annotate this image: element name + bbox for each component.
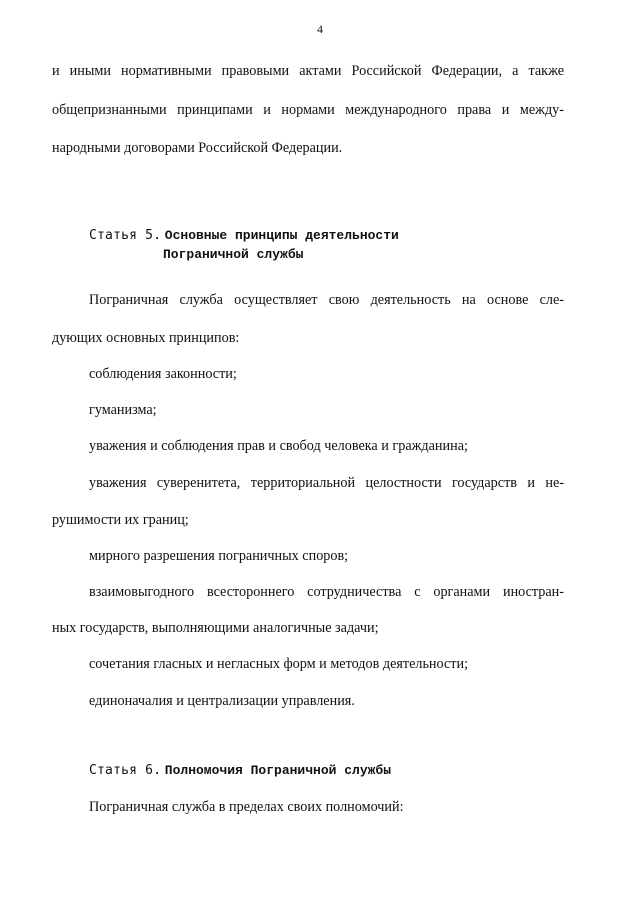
principle-item: сочетания гласных и негласных форм и методов деятельности; (89, 656, 469, 672)
intro-line-2: общепризнанными принципами и нормами международного права и между- (52, 102, 564, 118)
article-5-title-line-1: Основные принципы деятельности (164, 228, 399, 243)
article-6-prefix: Статья 6. (89, 763, 162, 778)
page-number: 4 (317, 22, 323, 36)
article-5-title-line-2: Пограничной службы (163, 247, 304, 262)
article-6-title: Полномочия Пограничной службы (164, 763, 392, 778)
principle-item: соблюдения законности; (89, 366, 237, 382)
principle-item: уважения суверенитета, территориальной целостности государств и не- (89, 475, 564, 491)
principle-item: уважения и соблюдения прав и свобод человека и гражданина; (89, 438, 468, 454)
article-5-intro-line-1: Пограничная служба осуществляет свою деятельность на основе сле- (89, 292, 564, 308)
article-6-heading (89, 761, 391, 780)
principle-item: взаимовыгодного всестороннего сотрудничества с органами иностран- (89, 584, 564, 600)
principle-item: мирного разрешения пограничных споров; (89, 548, 349, 564)
article-5-heading (89, 226, 399, 245)
article-5-intro-line-2: дующих основных принципов: (52, 330, 240, 346)
principle-item: гуманизма; (89, 402, 157, 418)
article-5-heading-line-2 (163, 245, 303, 264)
intro-line-3: народными договорами Российской Федерации. (52, 140, 343, 156)
intro-line-1: и иными нормативными правовыми актами Российской Федерации, а также (52, 63, 564, 79)
article-5-prefix: Статья 5. (89, 228, 162, 243)
principle-item: единоначалия и централизации управления. (89, 693, 355, 709)
article-6-intro: Пограничная служба в пределах своих полномочий: (89, 799, 404, 815)
principle-item-continuation: рушимости их границ; (52, 512, 189, 528)
principle-item-continuation: ных государств, выполняющими аналогичные задачи; (52, 620, 379, 636)
